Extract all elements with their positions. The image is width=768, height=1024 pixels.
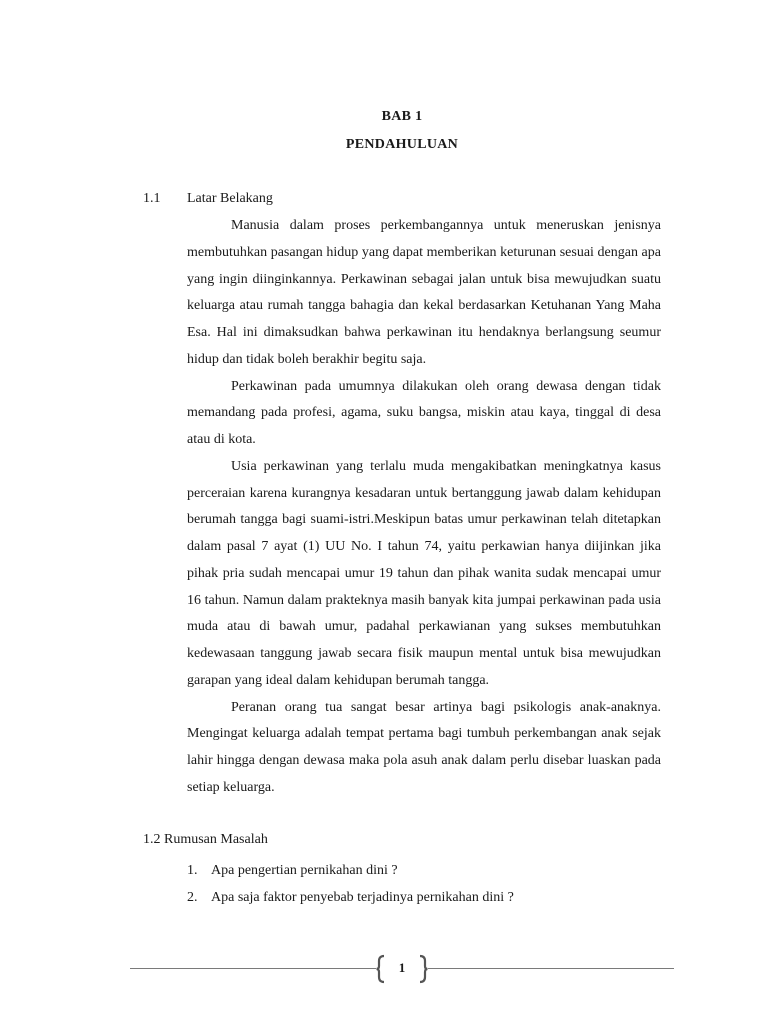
chapter-title: PENDAHULUAN	[345, 137, 459, 152]
footer-rule-right	[428, 968, 674, 969]
footer-rule-left	[130, 968, 376, 969]
problem-list	[187, 858, 514, 911]
list-item-text: Apa saja faktor penyebab terjadinya pernikahan dini ?	[211, 889, 514, 905]
list-item-number: 2.	[187, 889, 198, 905]
paragraph: Manusia dalam proses perkembangannya untuk meneruskan jenisnya membutuhkan pasangan hidup yang dapat memberikan keturunan sesuai dengan apa yang ingin diinginkannya. Perkawinan sebagai jalan untuk bisa mewujudkan suatu keluarga atau rumah tangga bahagia dan kekal berdasarkan Ketuhanan Yang Maha Esa. Hal ini dimaksudkan bahwa perkawinan itu hendaknya berlangsung seumur hidup dan tidak boleh berakhir begitu saja.	[187, 218, 661, 367]
paragraph: Perkawinan pada umumnya dilakukan oleh orang dewasa dengan tidak memandang pada profesi, agama, suku bangsa, miskin atau kaya, tinggal di desa atau di kota.	[187, 378, 661, 447]
list-item	[187, 858, 514, 885]
section-number: 1.1	[143, 191, 161, 206]
paragraph: Usia perkawinan yang terlalu muda mengakibatkan meningkatnya kasus perceraian karena kurangnya kesadaran untuk bertanggung jawab dalam kehidupan berumah tangga bagi suami-istri.Meskipun batas umur perkawinan telah ditetapkan dalam pasal 7 ayat (1) UU No. I tahun 74, yaitu perkawian hanya diijinkan jika pihak pria sudah mencapai umur 19 tahun dan pihak wanita sudak mencapai umur 16 tahun. Namun dalam prakteknya masih banyak kita jumpai perkawinan pada usia muda atau di bawah umur, padahal perkawianan yang sukses membutuhkan kedewasaan tanggung jawab secara fisik maupun mental untuk bisa mewujudkan garapan yang ideal dalam kehidupan berumah tangga.	[187, 458, 661, 688]
paragraph: Peranan orang tua sangat besar artinya bagi psikologis anak-anaknya. Mengingat keluarga adalah tempat pertama bagi tumbuh perkembangan anak sejak lahir hingga dengan dewasa maka pola asuh anak dalam perlu disebar luaskan pada setiap keluarga.	[187, 699, 661, 795]
list-item-number: 1.	[187, 863, 198, 878]
section-title: Latar Belakang	[187, 191, 273, 206]
section-heading-rumusan: 1.2 Rumusan Masalah	[143, 832, 268, 847]
list-item-text: Apa pengertian pernikahan dini ?	[211, 863, 398, 878]
page-number: 1	[398, 960, 406, 975]
page-number-badge	[376, 954, 428, 984]
chapter-label: BAB 1	[381, 109, 423, 124]
section-body	[187, 213, 661, 802]
list-item	[187, 885, 514, 912]
